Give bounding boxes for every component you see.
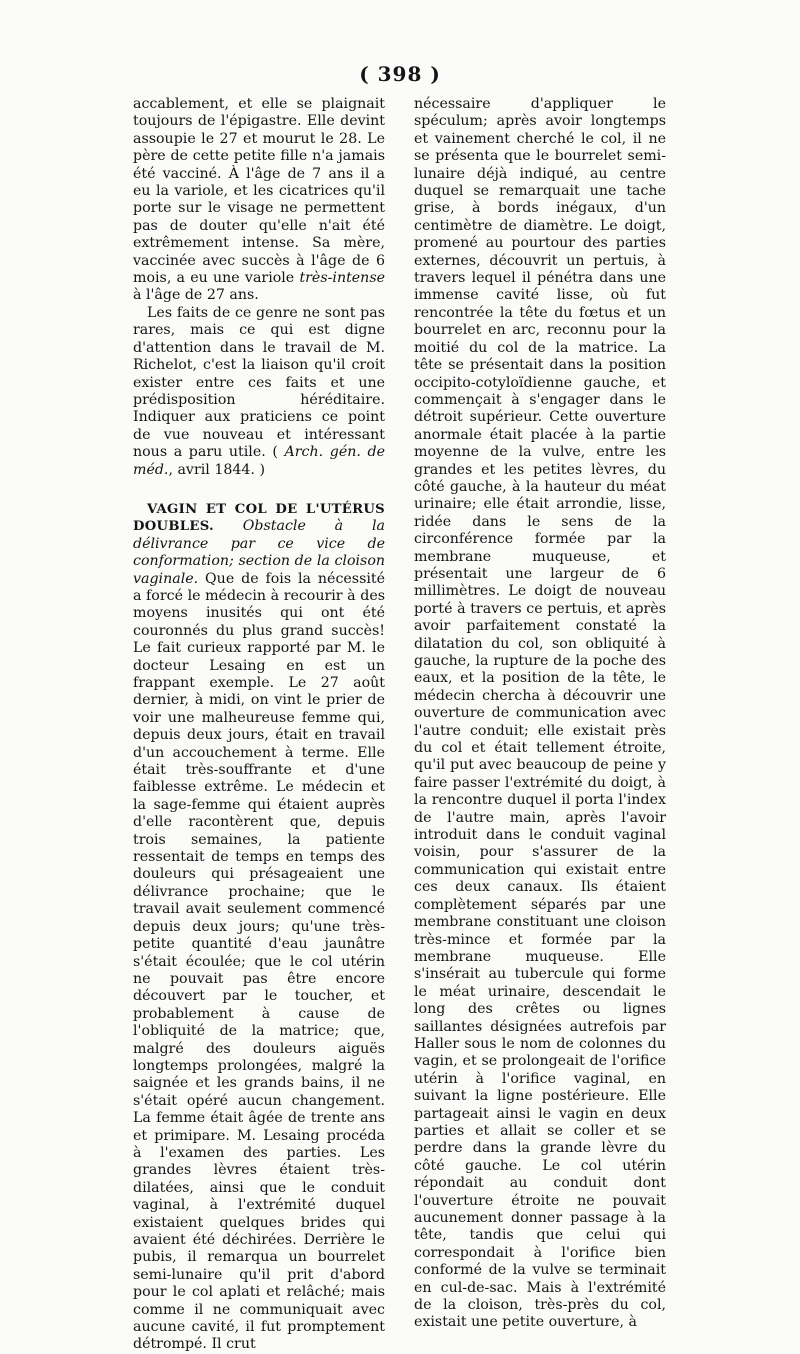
page-number: ( 398 ) bbox=[359, 62, 441, 86]
section-subtitle: Obstacle à la délivrance par ce vice de conformation; section de la cloison vaginale. bbox=[133, 518, 385, 587]
paragraph-richelot bbox=[133, 305, 385, 479]
italic-emphasis: très-intense bbox=[299, 270, 385, 287]
right-column bbox=[414, 96, 666, 1332]
section-heading: VAGIN ET COL DE L'UTÉRUS DOUBLES. bbox=[133, 501, 385, 535]
paragraph-continuation: nécessaire d'appliquer le spéculum; après avoir longtemps et vainement cherché le col, il ne se présenta que le bourrelet semi-lunaire déjà indiqué, au centre duquel se remarquait une tache grise, à bords inégaux, d'un centimètre de diamètre. Le doigt, promené au pourtour des parties externes, découvrit un pertuis, à travers lequel il pénétra dans une immense cavité lisse, où fut rencontrée la tête du fœtus et un bourrelet en arc, reconnu pour la moitié du col de la matrice. La tête se présentait dans la position occipito-cotyloïdienne gauche, et commençait à s'engager dans le détroit supérieur. Cette ouverture anormale était placée à la partie moyenne de la vulve, entre les grandes et les petites lèvres, du côté gauche, à la hauteur du méat urinaire; elle était arrondie, lisse, ridée dans le sens de la circonférence formée par la membrane muqueuse, et présentait une largeur de 6 millimètres. Le doigt de nouveau porté à travers ce pertuis, et après avoir parfaitement constaté la dilatation du col, son obliquité à gauche, la rupture de la poche des eaux, et la position de la tête, le médecin chercha à découvrir une ouverture de communication avec l'autre conduit; elle existait près du col et était tellement étroite, qu'il put avec beaucoup de peine y faire passer l'extrémité du doigt, à la rencontre duquel il porta l'index de l'autre main, après l'avoir introduit dans le conduit vaginal voisin, pour s'assurer de la communication qui existait entre ces deux canaux. Ils étaient complètement séparés par une membrane constituant une cloison très-mince et formée par la membrane muqueuse. Elle s'insérait au tubercule qui forme le méat urinaire, descendait le long des crêtes ou lignes saillantes désignées autrefois par Haller sous le nom de colonnes du vagin, et se prolongeait de l'orifice utérin à l'orifice vaginal, en suivant la ligne postérieure. Elle partageait ainsi le vagin en deux parties et allait se coller et se perdre dans la grande lèvre du côté gauche. Le col utérin répondait au conduit dont l'ouverture étroite ne pouvait aucunement donner passage à la tête, tandis que celui qui correspondait à l'orifice bien conformé de la vulve se terminait en cul-de-sac. Mais à l'extrémité de la cloison, très-près du col, existait une petite ouverture, à bbox=[414, 96, 666, 1331]
text-run: Que de fois la nécessité a forcé le médecin à recourir à des moyens inusités qui ont été couronnés du plus grand succès! Le fait curieux rapporté par M. le docteur Lesaing en est un frappant exemple. Le 27 août dernier, à midi, on vint le prier de voir une malheureuse femme qui, depuis deux jours, était en travail d'un accouchement à terme. Elle était très-souffrante et d'une faiblesse extrême. Le médecin et la sage-femme qui étaient auprès d'elle racontèrent que, depuis trois semaines, la patiente ressentait de temps en temps des douleurs qui présageaient une délivrance prochaine; que le travail avait seulement commencé depuis deux jours; qu'une très-petite quantité d'eau jaunâtre s'était écoulée; que le col utérin ne pouvait pas être encore découvert par le toucher, et probablement à cause de l'obliquité de la matrice; que, malgré des douleurs aiguës longtemps prolongées, malgré la saignée et les grands bains, il ne s'était opéré aucun changement. La femme était âgée de trente ans et primipare. M. Lesaing procéda à l'examen des parties. Les grandes lèvres étaient très-dilatées, ainsi que le conduit vaginal, à l'extrémité duquel existaient quelques brides qui avaient été déchirées. Derrière le pubis, il remarqua un bourrelet semi-lunaire qu'il prit d'abord pour le col aplati et relâché; mais comme il ne communiquait avec aucune cavité, il fut promptement détrompé. Il crut bbox=[133, 570, 385, 1353]
text-run: Les faits de ce genre ne sont pas rares, mais ce qui est digne d'attention dans le travail de M. Richelot, c'est la liaison qu'il croit exister entre ces faits et une prédisposition héréditaire. Indiquer aux praticiens ce point de vue nouveau et intéressant nous a paru utile. ( bbox=[133, 304, 385, 461]
paragraph-variole-case bbox=[133, 96, 385, 305]
text-run: accablement, et elle se plaignait toujours de l'épigastre. Elle devint assoupie le 27 et mourut le 28. Le père de cette petite fille n'a jamais été vacciné. À l'âge de 7 ans il a eu la variole, et les cicatrices qu'il porte sur le visage ne permettent pas de douter qu'elle n'ait été extrêmement intense. Sa mère, vaccinée avec succès à l'âge de 6 mois, a eu une variole bbox=[133, 96, 385, 287]
left-column bbox=[133, 96, 385, 1354]
article-vagin-col bbox=[133, 501, 385, 1354]
text-run: , avril 1844. ) bbox=[168, 461, 265, 478]
journal-citation: Arch. gén. de méd. bbox=[133, 444, 385, 478]
text-run: à l'âge de 27 ans. bbox=[133, 287, 259, 304]
